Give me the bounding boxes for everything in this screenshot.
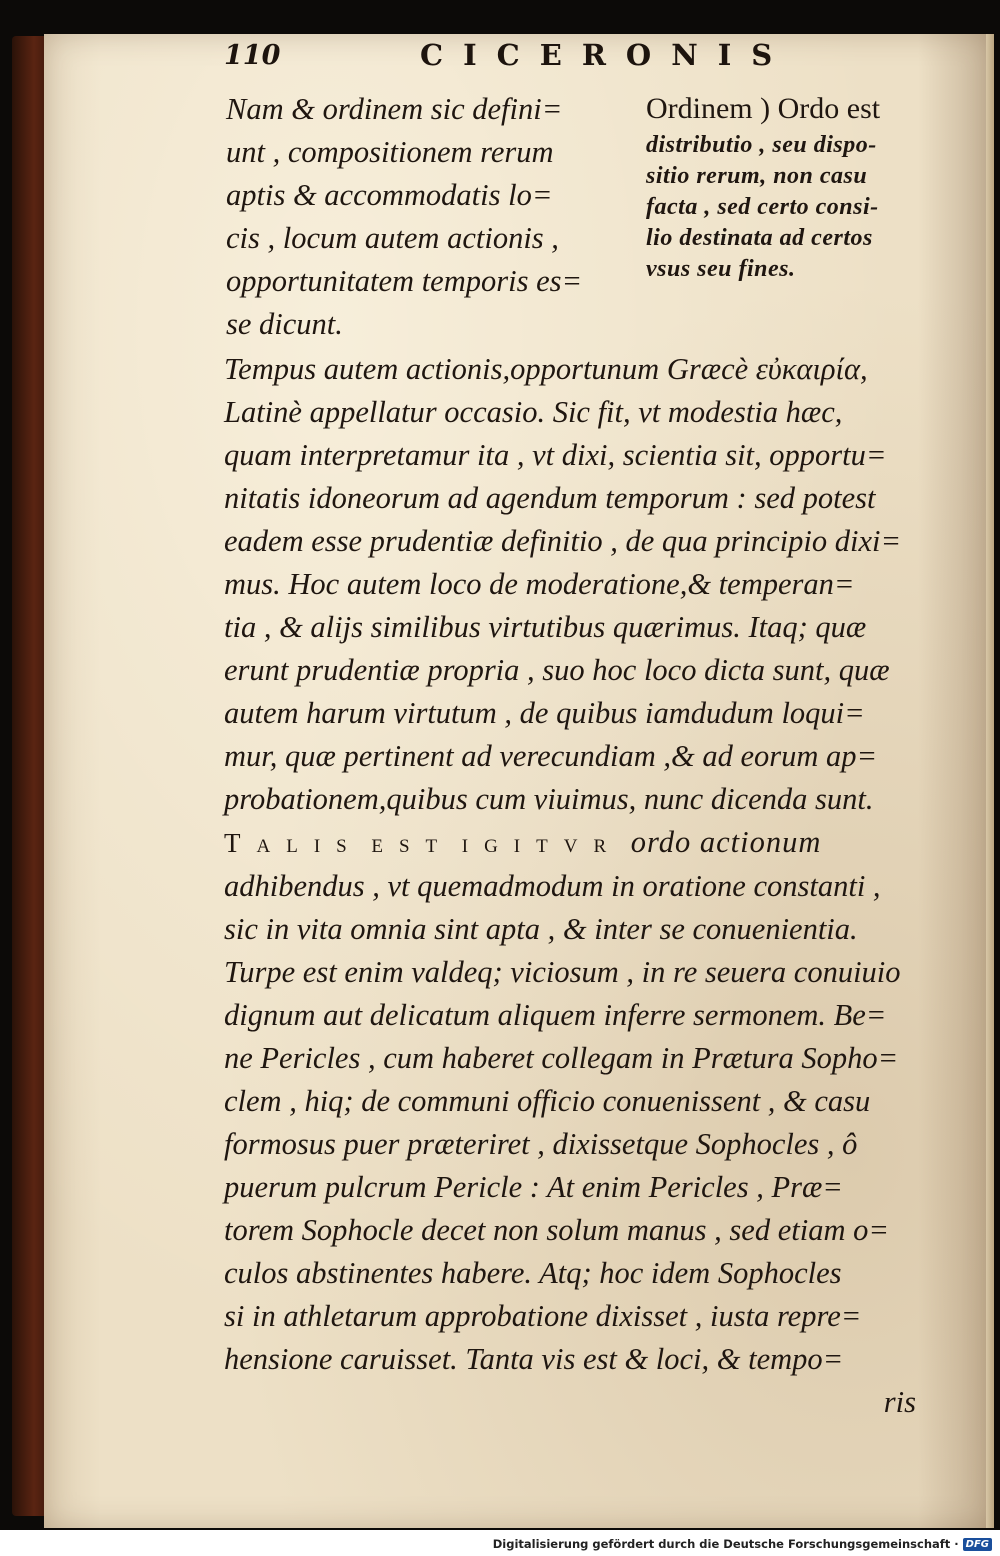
text-line: autem harum virtutum , de quibus iamdudum loqui=	[224, 696, 865, 730]
text-line: erunt prudentiæ propria , suo hoc loco dicta sunt, quæ	[224, 653, 890, 687]
main-text-block	[224, 348, 944, 1424]
text-fragment: ordo actionum	[622, 825, 822, 859]
text-line: culos abstinentes habere. Atq; hoc idem Sophocles	[224, 1256, 842, 1290]
text-line: tia , & alijs similibus virtutibus quærimus. Itaq; quæ	[224, 610, 867, 644]
text-line: puerum pulcrum Pericle : At enim Pericles , Præ=	[224, 1170, 843, 1204]
text-line: eadem esse prudentiæ definitio , de qua principio dixi=	[224, 524, 902, 558]
text-line: cis , locum autem actionis ,	[226, 221, 559, 255]
running-title: CICERONIS	[420, 38, 793, 72]
gloss-line: facta , sed certo consi-	[646, 194, 879, 220]
gloss-line: vsus seu fines.	[646, 256, 796, 282]
dfg-logo-icon: DFG	[963, 1538, 992, 1551]
text-line: ne Pericles , cum haberet collegam in Prætura Sopho=	[224, 1041, 899, 1075]
left-column-text	[226, 88, 626, 346]
marginal-gloss	[646, 88, 946, 285]
digitization-footer	[0, 1530, 1000, 1556]
text-line: quam interpretamur ita , vt dixi, scientia sit, opportu=	[224, 438, 887, 472]
text-line: Turpe est enim valdeq; viciosum , in re seuera conuiuio	[224, 955, 901, 989]
small-caps-word: est	[371, 828, 454, 858]
page-number: 110	[224, 40, 281, 71]
running-head	[224, 38, 924, 78]
text-line: aptis & accommodatis lo=	[226, 178, 553, 212]
text-line: hensione caruisset. Tanta vis est & loci, & tempo=	[224, 1342, 844, 1376]
catchword: ris	[883, 1385, 916, 1419]
footer-credit	[493, 1537, 992, 1551]
text-line: clem , hiq; de communi officio conuenissent , & casu	[224, 1084, 871, 1118]
text-line: se dicunt.	[226, 307, 343, 341]
text-line: Nam & ordinem sic defini=	[226, 92, 563, 126]
text-line: Tempus autem actionis,opportunum Græcè εὐκαιρία,	[224, 352, 868, 386]
text-line: torem Sophocle decet non solum manus , sed etiam o=	[224, 1213, 889, 1247]
small-caps-word: Talis	[224, 828, 363, 858]
text-line: mur, quæ pertinent ad verecundiam ,& ad eorum ap=	[224, 739, 878, 773]
gloss-line: lio destinata ad certos	[646, 225, 873, 251]
text-line: si in athletarum approbatione dixisset , iusta repre=	[224, 1299, 862, 1333]
page-edge	[986, 34, 994, 1528]
text-line: mus. Hoc autem loco de moderatione,& temperan=	[224, 567, 855, 601]
text-line: probationem,quibus cum viuimus, nunc dicenda sunt.	[224, 782, 874, 816]
small-caps-line	[224, 821, 944, 865]
text-line: adhibendus , vt quemadmodum in oratione constanti ,	[224, 869, 881, 903]
text-line: nitatis idoneorum ad agendum temporum : sed potest	[224, 481, 876, 515]
footer-credit-text: Digitalisierung gefördert durch die Deutsche Forschungsgemeinschaft ·	[492, 1537, 959, 1551]
text-line: formosus puer præteriret , dixissetque Sophocles , ô	[224, 1127, 858, 1161]
text-line: sic in vita omnia sint apta , & inter se conuenientia.	[224, 912, 858, 946]
gloss-line: distributio , seu dispo-	[646, 132, 877, 158]
gloss-lemma: Ordinem ) Ordo est	[646, 92, 881, 125]
text-line: Latinè appellatur occasio. Sic fit, vt modestia hæc,	[224, 395, 843, 429]
text-line: unt , compositionem rerum	[226, 135, 554, 169]
text-line: dignum aut delicatum aliquem inferre sermonem. Be=	[224, 998, 887, 1032]
text-line: opportunitatem temporis es=	[226, 264, 583, 298]
small-caps-word: igitvr	[461, 828, 623, 858]
gloss-line: sitio rerum, non casu	[646, 163, 868, 189]
